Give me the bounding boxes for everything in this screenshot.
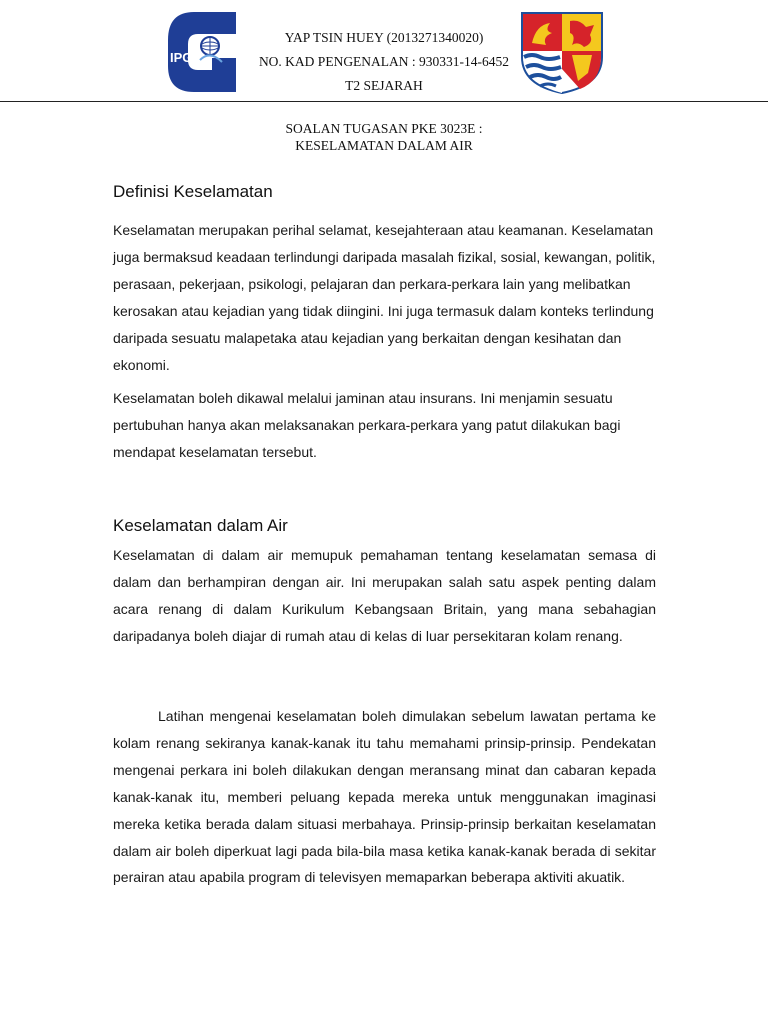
section-heading-air: Keselamatan dalam Air — [113, 516, 288, 535]
paragraph-definisi-2: Keselamatan boleh dikawal melalui jaminan atau insurans. Ini menjamin sesuatu pertubuhan hanya akan melaksanakan perkara-perkara yang patut dilakukan bagi mendapat keselamatan tersebut. — [113, 390, 621, 460]
crest-logo-icon — [520, 11, 604, 95]
assignment-title — [0, 120, 768, 154]
title-line-2: KESELAMATAN DALAM AIR — [295, 138, 473, 153]
paragraph-air-2: Latihan mengenai keselamatan boleh dimulakan sebelum lawatan pertama ke kolam renang sekiranya kanak-kanak itu tahu memahami prinsip-prinsip. Pendekatan mengenai perkara ini boleh dilakukan dengan meransang minat dan cabaran kepada kanak-kanak itu, memberi peluang kepada mereka untuk menggunakan imaginasi mereka ketika berada dalam situasi merbahaya. Prinsip-prinsip berkaitan keselamatan dalam air boleh diperkuat lagi pada bila-bila masa ketika kanak-kanak berada di sekitar perairan atau apabila program di televisyen memaparkan beberapa aktiviti akuatik. — [113, 708, 656, 886]
svg-text:IPG: IPG — [170, 50, 193, 65]
ipg-logo-icon — [166, 10, 238, 94]
header-divider — [0, 101, 768, 102]
paragraph-air-1: Keselamatan di dalam air memupuk pemahaman tentang keselamatan semasa di dalam dan berhampiran dengan air. Ini merupakan salah satu aspek penting dalam acara renang di dalam Kurikulum Kebangsaan Britain, yang mana sebahagian daripadanya boleh diajar di rumah atau di kelas di luar persekitaran kolam renang. — [113, 547, 656, 644]
student-info — [240, 26, 528, 98]
ic-number: NO. KAD PENGENALAN : 930331-14-6452 — [258, 54, 510, 69]
document-header — [0, 0, 768, 104]
class-name: T2 SEJARAH — [345, 78, 423, 93]
title-line-1: SOALAN TUGASAN PKE 3023E : — [285, 121, 483, 136]
student-name: YAP TSIN HUEY (2013271340020) — [284, 30, 484, 45]
section-heading-definisi: Definisi Keselamatan — [113, 182, 273, 201]
paragraph-definisi-1: Keselamatan merupakan perihal selamat, kesejahteraan atau keamanan. Keselamatan juga bermaksud keadaan terlindungi daripada masalah fizikal, sosial, kewangan, politik, perasaan, pekerjaan, psikologi, pelajaran dan perkara-perkara lain yang melibatkan kerosakan atau kejadian yang tidak diingini. Ini juga termasuk dalam konteks terlindung daripada sesuatu malapetaka atau kejadian yang berkaitan dengan kesihatan dan ekonomi. — [113, 222, 656, 373]
